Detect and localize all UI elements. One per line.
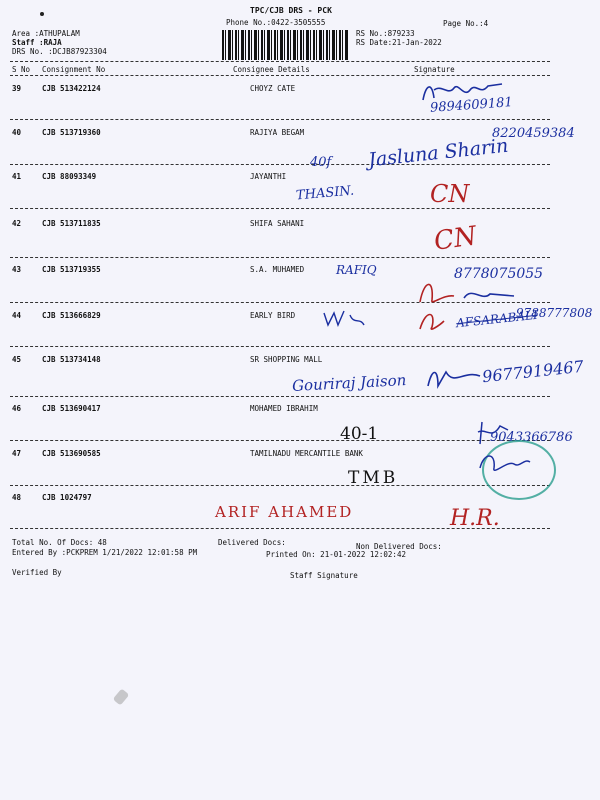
handwritten-name: ARIF AHAMED <box>215 503 354 521</box>
non-delivered-docs: Non Delivered Docs: <box>356 542 442 551</box>
sno: 48 <box>12 493 22 502</box>
sno: 47 <box>12 449 22 458</box>
consignee: S.A. MUHAMED <box>250 265 305 274</box>
consignee: SR SHOPPING MALL <box>250 355 323 364</box>
consignment-no: CJB 88093349 <box>42 172 97 181</box>
handwritten-phone: 9677919467 <box>481 356 585 387</box>
consignment-no: CJB 513422124 <box>42 84 101 93</box>
sno: 39 <box>12 84 22 93</box>
area-label: Area :ATHUPALAM <box>12 29 80 38</box>
consignee: SHIFA SAHANI <box>250 219 305 228</box>
columns-divider <box>10 75 550 76</box>
header-divider <box>10 61 550 62</box>
document-title: TPC/CJB DRS - PCK <box>250 6 332 15</box>
staff-label: Staff :RAJA <box>12 38 62 47</box>
ink-smudge-icon <box>113 688 130 705</box>
printed-on: Printed On: 21-01-2022 12:02:42 <box>266 550 406 559</box>
consignment-no: CJB 513719355 <box>42 265 101 274</box>
handwritten-name: Jasluna Sharin <box>367 134 510 172</box>
sno: 42 <box>12 219 22 228</box>
row-divider <box>10 119 550 120</box>
handwritten-phone: 9788777808 <box>516 306 593 320</box>
sno: 43 <box>12 265 22 274</box>
consignment-no: CJB 1024797 <box>42 493 92 502</box>
consignment-no: CJB 513734148 <box>42 355 101 364</box>
handwritten-name: THASIN. <box>295 183 355 204</box>
drs-number: DRS No. :DCJB87923304 <box>12 47 107 56</box>
consignee: JAYANTHI <box>250 172 287 181</box>
consignment-no: CJB 513690585 <box>42 449 101 458</box>
verified-by: Verified By <box>12 568 62 577</box>
consignee: CHOYZ CATE <box>250 84 296 93</box>
row-divider <box>10 208 550 209</box>
signature-row-44 <box>320 305 450 335</box>
col-signature: Signature <box>414 65 455 74</box>
row-divider <box>10 485 550 486</box>
handwritten-phone: 8220459384 <box>492 126 575 141</box>
col-consignee: Consignee Details <box>233 65 310 74</box>
handwritten-name: Gouriraj Jaison <box>291 371 407 395</box>
entered-by: Entered By :PCKPREM 1/21/2022 12:01:58 PM <box>12 548 198 557</box>
consignment-no: CJB 513690417 <box>42 404 101 413</box>
corner-mark-icon <box>40 12 44 16</box>
row-divider <box>10 440 550 441</box>
col-sno: S No <box>12 65 31 74</box>
sno: 44 <box>12 311 22 320</box>
handwritten-mark: CN <box>432 221 479 257</box>
handwritten-phone: 9894609181 <box>429 95 514 116</box>
signature-row-43 <box>414 276 534 306</box>
signature-row-45 <box>424 366 484 390</box>
row-divider <box>10 396 550 397</box>
sno: 40 <box>12 128 22 137</box>
signature-row-47 <box>474 448 534 478</box>
staff-signature: Staff Signature <box>290 571 358 580</box>
consignee: EARLY BIRD <box>250 311 296 320</box>
consignment-no: CJB 513711835 <box>42 219 101 228</box>
consignee: TAMILNADU MERCANTILE BANK <box>250 449 363 458</box>
consignment-no: CJB 513719360 <box>42 128 101 137</box>
consignee: RAJIYA BEGAM <box>250 128 305 137</box>
delivered-docs: Delivered Docs: <box>218 538 286 547</box>
rs-number: RS No.:879233 <box>356 29 415 38</box>
col-consignment: Consignment No <box>42 65 106 74</box>
sno: 45 <box>12 355 22 364</box>
sno: 41 <box>12 172 22 181</box>
handwritten-name: TMB <box>348 468 399 488</box>
consignment-no: CJB 513666829 <box>42 311 101 320</box>
phone-number: Phone No.:0422-3505555 <box>226 18 326 27</box>
handwritten-signature: H.R. <box>450 506 500 531</box>
signature-row-39 <box>418 78 508 106</box>
sno: 46 <box>12 404 22 413</box>
total-docs: Total No. Of Docs: 48 <box>12 538 107 547</box>
handwritten-door-number: 40-1 <box>340 424 379 444</box>
row-divider <box>10 346 550 347</box>
handwritten-mark: CN <box>430 180 470 208</box>
page-number: Page No.:4 <box>443 19 489 28</box>
handwritten-phone: 8778075055 <box>454 266 544 282</box>
handwritten-door-number: 40f <box>310 155 332 170</box>
handwritten-phone: 9043366786 <box>490 430 573 445</box>
row-divider <box>10 257 550 258</box>
row-divider <box>10 164 550 165</box>
handwritten-name: RAFIQ <box>336 263 377 277</box>
rs-date: RS Date:21-Jan-2022 <box>356 38 442 47</box>
consignee: MOHAMED IBRAHIM <box>250 404 318 413</box>
handwritten-name: AFSARABALI <box>455 307 539 331</box>
barcode <box>222 30 348 60</box>
